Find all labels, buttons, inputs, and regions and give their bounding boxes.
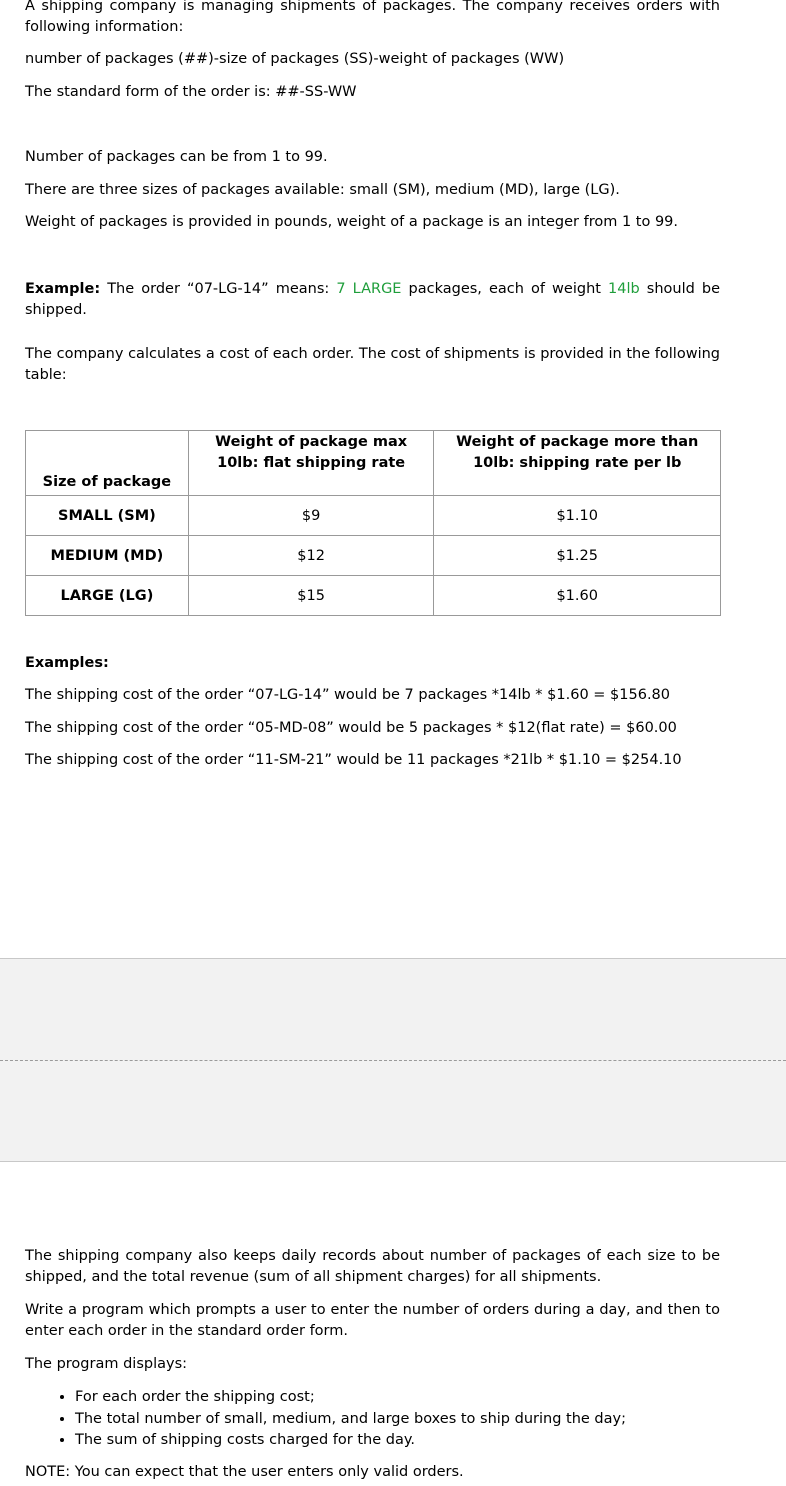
cost-intro-paragraph: The company calculates a cost of each order. The cost of shipments is provided in the following table: (25, 346, 720, 383)
example-text-b: packages, each of weight (401, 281, 609, 297)
program-displays-line: The program displays: (25, 1356, 188, 1372)
example-line (25, 279, 720, 321)
size-cell: LARGE (LG) (26, 576, 189, 616)
flat-rate-cell: $9 (188, 496, 434, 536)
example-highlight-weight: 14lb (608, 281, 640, 297)
header-per-lb-rate: Weight of package more than 10lb: shipping rate per lb (434, 431, 721, 496)
example-cost-line: The shipping cost of the order “05-MD-08” would be 5 packages * $12(flat rate) = $60.00 (25, 720, 677, 736)
header-flat-rate: Weight of package max 10lb: flat shipping rate (188, 431, 434, 496)
example-label: Example: (25, 281, 101, 297)
page-break-dashed-line (0, 1060, 786, 1061)
package-sizes-rule: There are three sizes of packages available: small (SM), medium (MD), large (LG). (25, 182, 620, 198)
table-row (26, 576, 721, 616)
note-line: NOTE: You can expect that the user enters only valid orders. (25, 1464, 464, 1480)
per-lb-rate-cell: $1.25 (434, 536, 721, 576)
table-row (26, 496, 721, 536)
per-lb-rate-cell: $1.60 (434, 576, 721, 616)
order-fields-line: number of packages (##)-size of packages (SS)-weight of packages (WW) (25, 51, 565, 67)
example-text-c: should be shipped. (25, 281, 720, 318)
examples-heading: Examples: (25, 655, 109, 671)
flat-rate-cell: $12 (188, 536, 434, 576)
intro-paragraph: A shipping company is managing shipments of packages. The company receives orders with following information: (25, 0, 720, 35)
size-cell: SMALL (SM) (26, 496, 189, 536)
table-row (26, 536, 721, 576)
package-count-rule: Number of packages can be from 1 to 99. (25, 149, 328, 165)
page-break-band (0, 958, 786, 1162)
size-cell: MEDIUM (MD) (26, 536, 189, 576)
package-weight-rule: Weight of packages is provided in pounds, weight of a package is an integer from 1 to 99. (25, 214, 679, 230)
header-size-of-package: Size of package (26, 431, 189, 496)
flat-rate-cell: $15 (188, 576, 434, 616)
example-text-a: The order “07-LG-14” means: (100, 281, 337, 297)
program-task-paragraph: Write a program which prompts a user to enter the number of orders during a day, and then to enter each order in the standard order form. (25, 1302, 720, 1339)
list-item: • The sum of shipping costs charged for the day. (75, 1430, 720, 1452)
standard-form-line: The standard form of the order is: ##-SS-WW (25, 84, 357, 100)
list-item: • For each order the shipping cost; (75, 1387, 720, 1409)
shipping-rate-table (25, 430, 721, 616)
example-cost-line: The shipping cost of the order “07-LG-14” would be 7 packages *14lb * $1.60 = $156.80 (25, 687, 671, 703)
records-paragraph: The shipping company also keeps daily records about number of packages of each size to be shipped, and the total revenue (sum of all shipment charges) for all shipments. (25, 1248, 720, 1285)
per-lb-rate-cell: $1.10 (434, 496, 721, 536)
example-highlight-count: 7 LARGE (336, 281, 402, 297)
table-header-row (26, 431, 721, 496)
display-bullet-list (25, 1387, 720, 1452)
example-cost-line: The shipping cost of the order “11-SM-21” would be 11 packages *21lb * $1.10 = $254.10 (25, 752, 682, 768)
list-item: • The total number of small, medium, and large boxes to ship during the day; (75, 1409, 720, 1431)
